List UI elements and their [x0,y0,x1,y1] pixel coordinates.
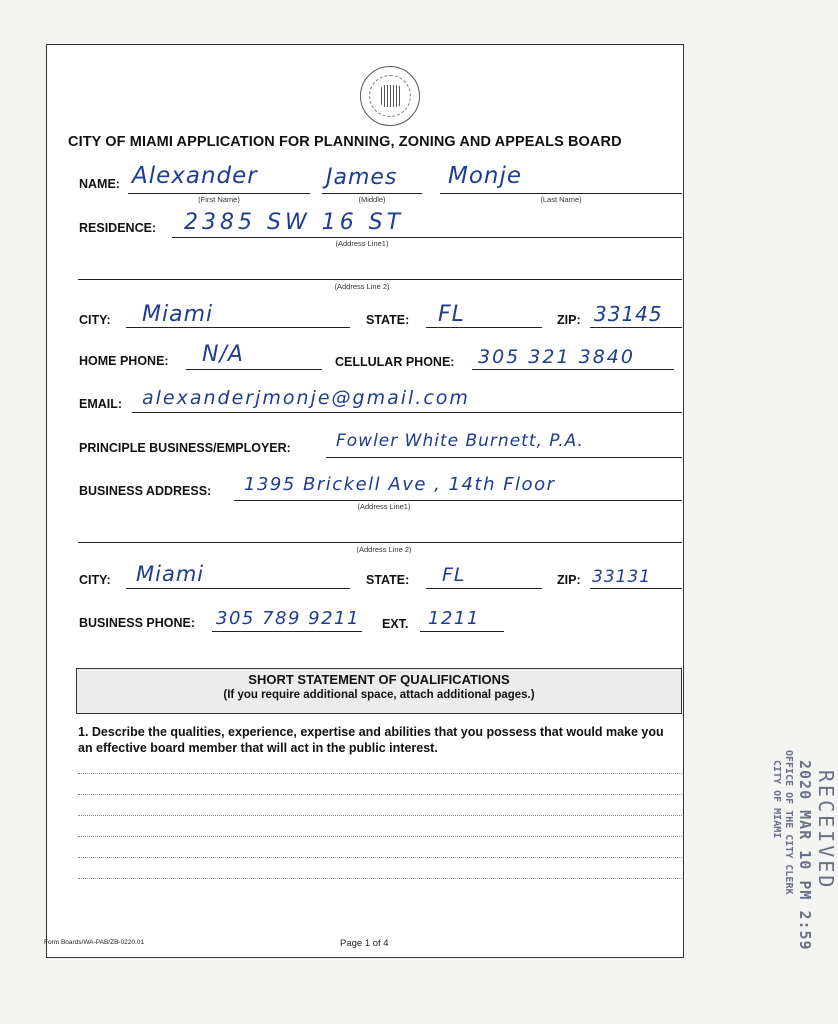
business-zip-label: ZIP: [557,573,581,587]
residence-line1-line [172,237,682,238]
business-address-line1-line [234,500,682,501]
answer-line[interactable] [78,794,682,795]
zip-value[interactable]: 33145 [594,302,663,326]
business-state-label: STATE: [366,573,410,587]
stamp-received: RECEIVED [814,770,838,891]
city-value[interactable]: Miami [142,302,214,327]
stamp-datetime: 2020 MAR 10 PM 2:59 [796,760,814,951]
answer-line[interactable] [78,878,682,879]
business-address-label: BUSINESS ADDRESS: [79,484,212,498]
business-state-value[interactable]: FL [442,564,466,586]
zip-line [590,327,682,328]
business-address-line1-sublabel: (Address Line1) [357,502,411,511]
home-phone-line [186,369,322,370]
residence-line2-line [78,279,682,280]
middle-name-sublabel: (Middle) [358,195,386,204]
business-zip-line [590,588,682,589]
received-stamp [662,750,838,990]
state-value[interactable]: FL [438,302,465,327]
qualifications-heading: SHORT STATEMENT OF QUALIFICATIONS [248,672,510,687]
residence-line1-sublabel: (Address Line1) [335,239,389,248]
first-name-sublabel: (First Name) [198,195,240,204]
home-phone-label: HOME PHONE: [79,354,169,368]
cellular-phone-label: CELLULAR PHONE: [335,355,455,369]
first-name-line [128,193,310,194]
business-address-line2-line [78,542,682,543]
employer-value[interactable]: Fowler White Burnett, P.A. [336,431,584,451]
answer-line[interactable] [78,815,682,816]
state-line [426,327,542,328]
business-phone-line [212,631,362,632]
business-zip-value[interactable]: 33131 [592,567,652,587]
last-name-line [440,193,682,194]
first-name-value[interactable]: Alexander [132,163,258,189]
question-1: 1. Describe the qualities, experience, expertise and abilities that you possess that would make you an effective board member that will act in the public interest. [78,725,664,755]
middle-name-line [322,193,422,194]
business-address-line2-sublabel: (Address Line 2) [356,545,412,554]
email-line [132,412,682,413]
business-city-line [126,588,350,589]
city-seal-icon [360,66,420,126]
page-number: Page 1 of 4 [340,938,389,949]
business-address-line1-value[interactable]: 1395 Brickell Ave , 14th Floor [244,474,556,495]
employer-label: PRINCIPLE BUSINESS/EMPLOYER: [79,441,291,455]
ext-label: EXT. [382,617,409,631]
state-label: STATE: [366,313,410,327]
last-name-sublabel: (Last Name) [540,195,582,204]
cellular-phone-value[interactable]: 305 321 3840 [478,346,635,368]
ext-line [420,631,504,632]
name-label: NAME: [79,177,120,191]
stamp-office: OFFICE OF THE CITY CLERK [783,750,794,895]
residence-line1-value[interactable]: 2385 SW 16 ST [184,210,405,235]
email-label: EMAIL: [79,397,123,411]
business-city-label: CITY: [79,573,111,587]
answer-line[interactable] [78,857,682,858]
answer-line[interactable] [78,836,682,837]
last-name-value[interactable]: Monje [448,163,523,189]
qualifications-note: (If you require additional space, attach additional pages.) [223,689,535,701]
ext-value[interactable]: 1211 [428,608,480,629]
middle-name-value[interactable]: James [326,165,398,190]
business-phone-label: BUSINESS PHONE: [79,616,195,630]
residence-line2-sublabel: (Address Line 2) [334,282,390,291]
employer-line [326,457,682,458]
business-phone-value[interactable]: 305 789 9211 [216,608,360,629]
form-code: Form Boards/WA-PAB/ZB-0220.01 [44,939,145,946]
cellular-phone-line [472,369,674,370]
home-phone-value[interactable]: N/A [202,342,244,367]
business-state-line [426,588,542,589]
email-value[interactable]: alexanderjmonje@gmail.com [142,387,470,409]
zip-label: ZIP: [557,313,581,327]
qualifications-header-box [76,668,682,714]
city-label: CITY: [79,313,111,327]
stamp-city: CITY OF MIAMI [771,760,782,839]
city-line [126,327,350,328]
form-title: CITY OF MIAMI APPLICATION FOR PLANNING, ZONING AND APPEALS BOARD [68,134,622,150]
answer-line[interactable] [78,773,682,774]
residence-label: RESIDENCE: [79,221,157,235]
business-city-value[interactable]: Miami [136,562,205,586]
